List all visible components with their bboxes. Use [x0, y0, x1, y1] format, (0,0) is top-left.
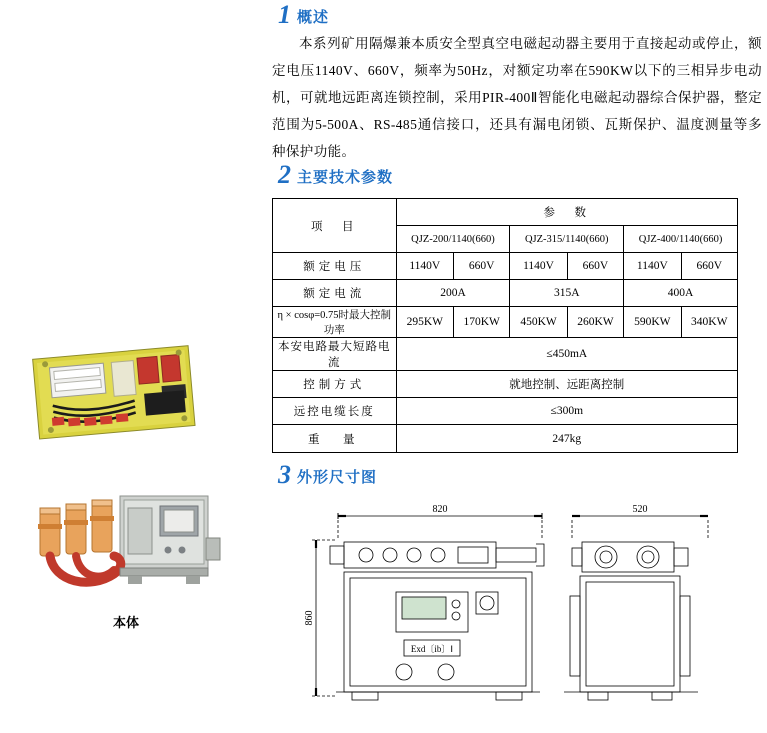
- table-model-1: QJZ-200/1140(660): [396, 226, 510, 253]
- starter-body-photo: [28, 478, 224, 608]
- cell: 1140V: [624, 253, 681, 280]
- table-model-3: QJZ-400/1140(660): [624, 226, 738, 253]
- cell: 400A: [624, 280, 738, 307]
- section-title: 概述: [297, 9, 330, 26]
- table-row: [273, 253, 738, 280]
- section-title: 主要技术参数: [297, 169, 394, 186]
- section-heading-3: [278, 462, 377, 488]
- row-label-weight: 重 量: [273, 425, 397, 453]
- cell: 1140V: [396, 253, 453, 280]
- body-caption: 本体: [112, 615, 139, 630]
- row-label-control-mode: 控制方式: [273, 371, 397, 398]
- cell: ≤450mA: [396, 338, 737, 371]
- cell: 就地控制、远距离控制: [396, 371, 737, 398]
- table-row: [273, 307, 738, 338]
- cell: 315A: [510, 280, 624, 307]
- cell: 200A: [396, 280, 510, 307]
- intro-paragraph: [272, 30, 762, 165]
- table-row: [273, 371, 738, 398]
- intro-text: 本系列矿用隔爆兼本质安全型真空电磁起动器主要用于直接起动或停止，额定电压1140V、660V，频率为50Hz，对额定功率在590KW以下的三相异步电动机，可就地远距离连锁控制，采用PIR-400Ⅱ智能化电磁起动器综合保护器，整定范围为5-500A、RS-485通信接口，还具有漏电闭锁、瓦斯保护、温度测量等多种保护功能。: [272, 36, 762, 159]
- table-header-param: 参 数: [396, 199, 737, 226]
- row-label-max-power: η × cosφ=0.75时最大控制功率: [273, 307, 397, 338]
- cell: 660V: [567, 253, 623, 280]
- table-row: [273, 398, 738, 425]
- cell: 660V: [453, 253, 509, 280]
- row-label-short-circuit: 本安电路最大短路电流: [273, 338, 397, 371]
- table-row: [273, 425, 738, 453]
- cell: 295KW: [396, 307, 453, 338]
- row-label-cable-length: 远控电缆长度: [273, 398, 397, 425]
- table-row: [273, 199, 738, 226]
- dim-side-width: 520: [632, 504, 648, 515]
- section-number: 3: [278, 460, 291, 489]
- spec-table-wrapper: [272, 198, 738, 453]
- table-header-item: 项 目: [273, 199, 397, 253]
- spec-table: [272, 198, 738, 453]
- cell: 340KW: [681, 307, 737, 338]
- cell: 660V: [681, 253, 737, 280]
- table-row: [273, 280, 738, 307]
- dim-front-width: 820: [432, 504, 448, 515]
- dim-height: 860: [304, 610, 315, 626]
- section-heading-2: [278, 162, 393, 188]
- row-label-rated-current: 额定电流: [273, 280, 397, 307]
- row-label-rated-voltage: 额定电压: [273, 253, 397, 280]
- table-row: [273, 338, 738, 371]
- section-number: 1: [278, 0, 291, 29]
- protection-board-photo: [22, 338, 214, 450]
- cell: 450KW: [510, 307, 567, 338]
- section-title: 外形尺寸图: [297, 469, 378, 486]
- cell: 1140V: [510, 253, 567, 280]
- cell: 260KW: [567, 307, 623, 338]
- cell: ≤300m: [396, 398, 737, 425]
- cell: 590KW: [624, 307, 681, 338]
- cell: 170KW: [453, 307, 509, 338]
- cell: 247kg: [396, 425, 737, 453]
- section-heading-1: [278, 2, 329, 28]
- table-model-2: QJZ-315/1140(660): [510, 226, 624, 253]
- dimension-drawing: [300, 500, 730, 725]
- ex-mark-label: Exd〔ib〕Ⅰ: [410, 644, 454, 654]
- section-number: 2: [278, 160, 291, 189]
